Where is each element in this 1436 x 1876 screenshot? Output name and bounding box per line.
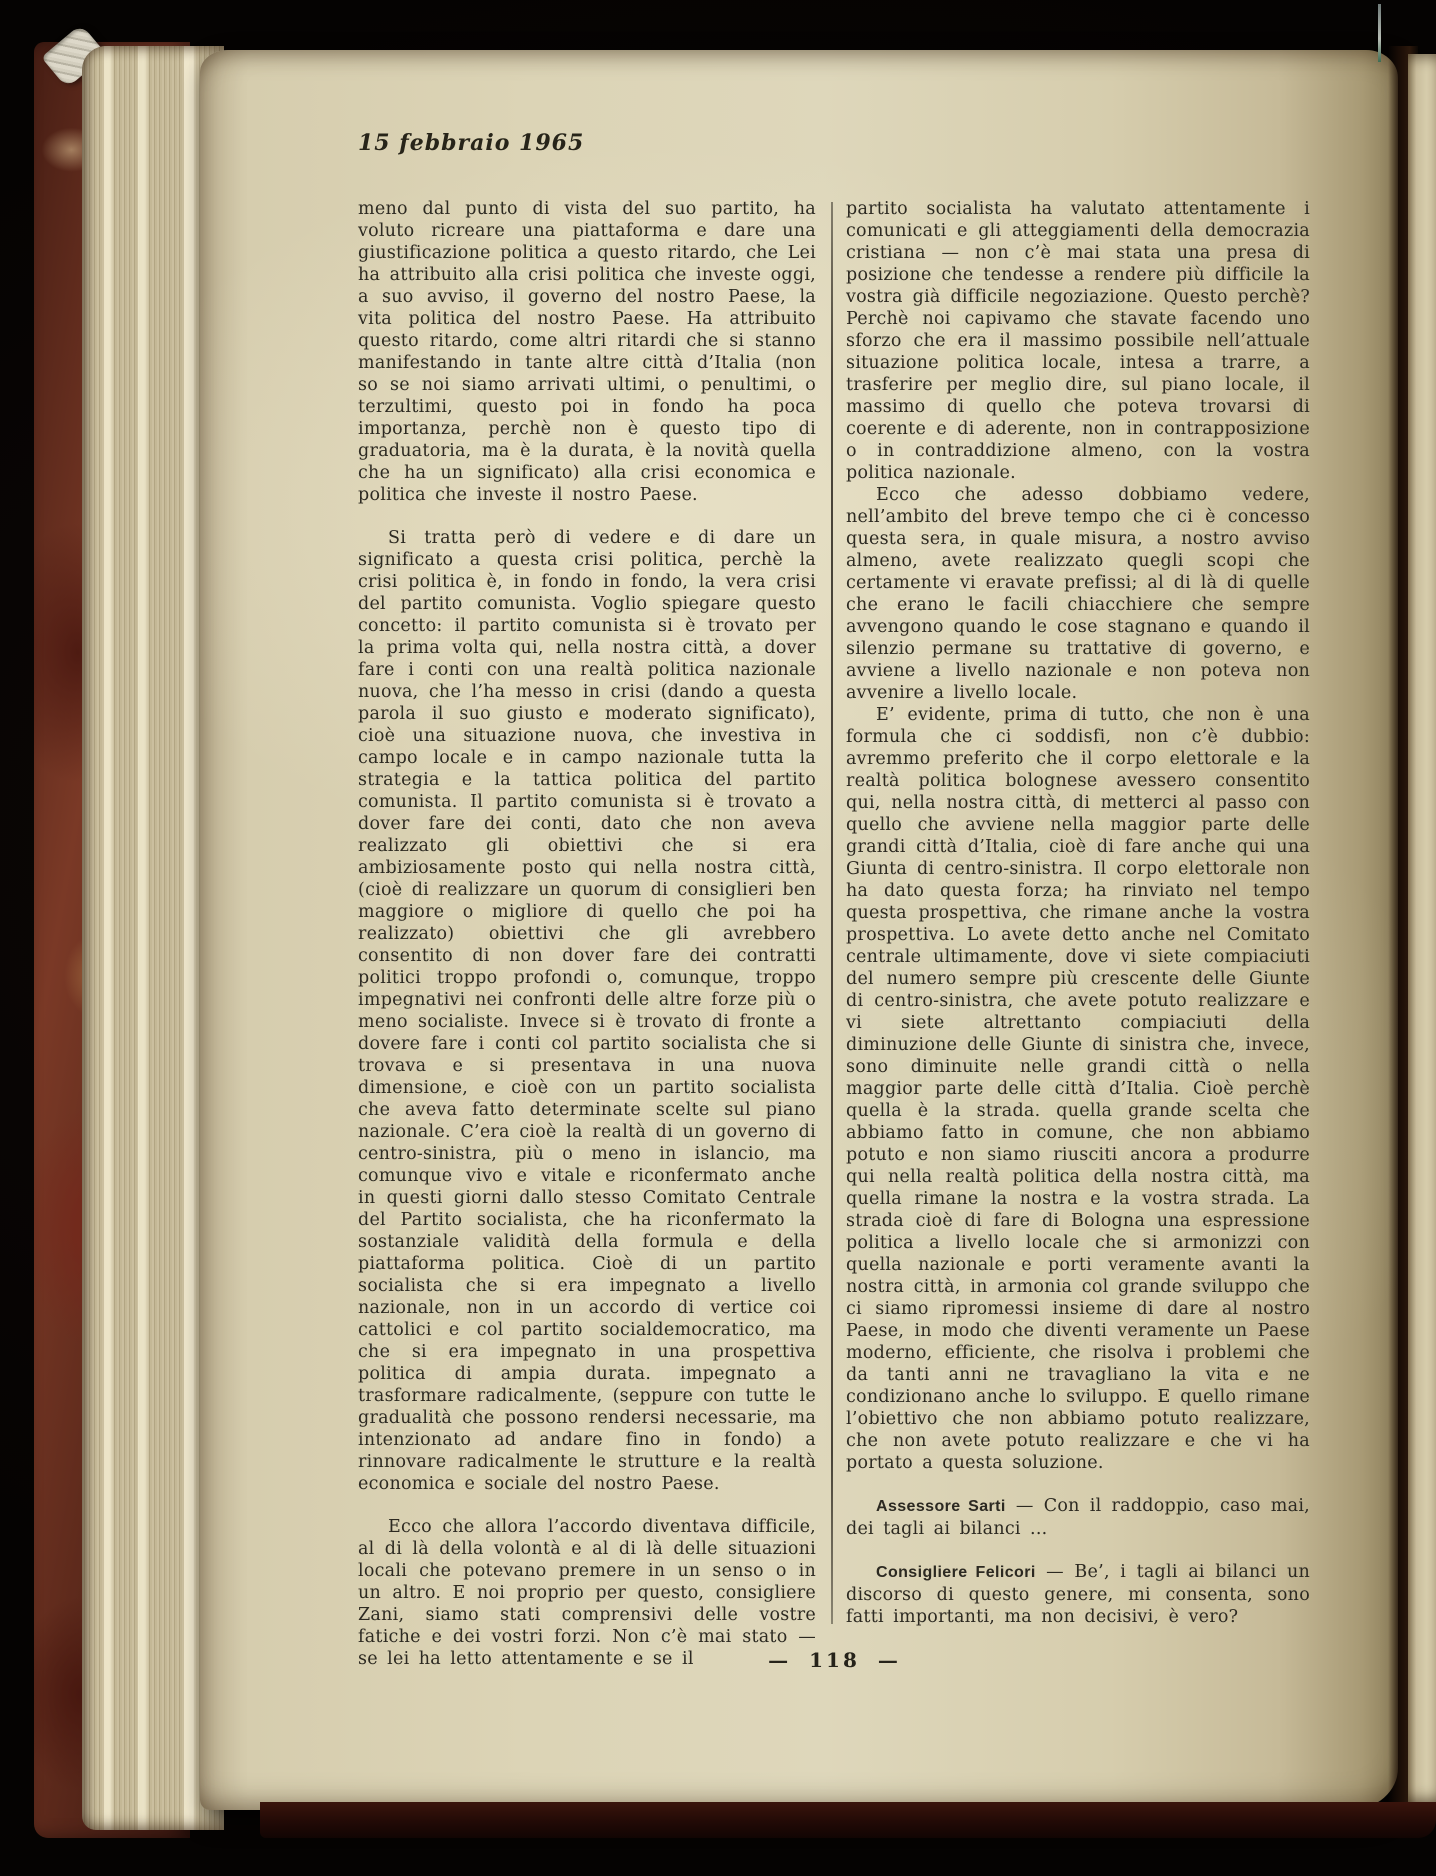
cover-bottom-edge [260, 1802, 1436, 1838]
speaker-name: Assessore Sarti [876, 1498, 1006, 1515]
facing-page-edge [1408, 54, 1436, 1802]
column-left [358, 198, 816, 1670]
column-right [846, 198, 1310, 1628]
paragraph: Ecco che adesso dobbiamo vedere, nell’ambito del breve tempo che ci è concesso questa sera, in quale misura, a nostro avviso almeno, avete realizzato quegli scopi che certamente vi eravate prefissi; al di là di quelle che erano le facili chiacchiere che sempre avvengono quando le cose stagnano e quando il silenzio permane su trattative di governo, e avviene a livello nazionale e non poteva non avvenire a livello locale. [846, 485, 1310, 703]
column-divider [831, 202, 833, 1624]
paragraph: partito socialista ha valutato attentamente i comunicati e gli atteggiamenti della democrazia cristiana — non c’è mai stata una presa di posizione che tendesse a rendere più difficile la vostra già difficile negoziazione. Questo perchè? Perchè noi capivamo che stavate facendo uno sforzo che era il massimo possibile nell’attuale situazione politica locale, intesa a trarre, a trasferire per meglio dire, sul piano locale, il massimo di quello che poteva trovarsi di coerente e di aderente, non in contrapposizione o in contraddizione almeno, con la vostra politica nazionale. [846, 199, 1310, 483]
page-header-date: 15 febbraio 1965 [358, 130, 585, 156]
speech-paragraph: Consigliere Felicori — Be’, i tagli ai bilanci un discorso di questo genere, mi consenta, sono fatti importanti, ma non decisivi, è vero? [846, 1562, 1311, 1627]
paragraph: Si tratta però di vedere e di dare un significato a questa crisi politica, perchè la crisi politica è, in fondo in fondo, la vera crisi del partito comunista. Voglio spiegare questo concetto: il partito comunista si è trovato per la prima volta qui, nella nostra città, a dover fare i conti con una realtà politica nazionale nuova, che l’ha messo in crisi (dando a questa parola il suo giusto e moderato significato), cioè una situazione nuova, che investiva in campo locale e in campo nazionale tutta la strategia e la tattica politica del partito comunista. Il partito comunista si è trovato a dover fare dei conti, dato che non aveva realizzato gli obiettivi che si era ambiziosamente posto qui nella nostra città, (cioè di realizzare un quorum di consiglieri ben maggiore o migliore di quello che poi ha realizzato) obiettivi che gli avrebbero consentito di non dover fare dei contratti politici troppo profondi o, comunque, troppo impegnativi nei confronti delle altre forze più o meno socialiste. Invece si è trovato di fronte a dovere fare i conti col partito socialista che si trovava e si presentava in una nuova dimensione, e cioè con un partito socialista che aveva fatto determinate scelte sul piano nazionale. C’era cioè la realtà di un governo di centro-sinistra, più o meno in islancio, ma comunque vivo e vitale e riconfermato anche in questi giorni dallo stesso Comitato Centrale del Partito socialista, che ha riconfermato la sostanziale validità della formula e della piattaforma politica. Cioè di un partito socialista che si era impegnato a livello nazionale, non in un accordo di vertice coi cattolici e col partito socialdemocratico, ma che si era impegnato in una prospettiva politica di ampia durata. impegnato a trasformare radicalmente, (seppure con tutte le gradualità che possono rendersi necessarie, ma intenzionato ad andare fino in fondo) a rinnovare radicalmente le strutture e la realtà economica e sociale del nostro Paese. [358, 528, 816, 1494]
paragraph: Ecco che allora l’accordo diventava difficile, al di là della volontà e al di là delle situazioni locali che potevano premere in un senso o in un altro. E noi proprio per questo, consigliere Zani, siamo stati comprensivi delle vostre fatiche e dei vostri forzi. Non c’è mai stato — se lei ha letto attentamente e se il [358, 1517, 816, 1669]
speaker-name: Consigliere Felicori [876, 1564, 1036, 1581]
page-number: — 118 — [768, 1648, 901, 1672]
paragraph: E’ evidente, prima di tutto, che non è una formula che ci soddisfi, non c’è dubbio: avremmo preferito che il corpo elettorale e la realtà politica bolognese avessero consentito qui, nella nostra città, di metterci al passo con quello che avviene nella maggior parte delle grandi città d’Italia, cioè di fare anche qui una Giunta di centro-sinistra. Il corpo elettorale non ha dato questa forza; ha rinviato nel tempo questa prospettiva, che rimane anche la vostra prospettiva. Lo avete detto anche nel Comitato centrale ultimamente, dove vi siete compiaciuti del numero sempre più crescente delle Giunte di centro-sinistra, che avete potuto realizzare e vi siete altrettanto compiaciuti della diminuzione delle Giunte di sinistra che, invece, sono diminuite nelle grandi città o nella maggior parte delle città d’Italia. Cioè perchè quella è la strada. quella grande scelta che abbiamo fatto in comune, che non abbiamo potuto e non siamo riusciti ancora a produrre qui nella realtà politica della nostra città, ma quella rimane la nostra e la vostra strada. La strada cioè di fare di Bologna una espressione politica a livello locale che si armonizzi con quella nazionale e porti veramente avanti la nostra città, in armonia col grande sviluppo che ci siamo ripromessi insieme di dare al nostro Paese, in modo che diventi veramente un Paese moderno, efficiente, che risolva i problemi che da tanti anni ne travagliano la vita e ne condizionano anche lo sviluppo. E quello rimane l’obiettivo che non abbiamo potuto realizzare, che non avete potuto realizzare e che vi ha portato a questa soluzione. [846, 705, 1310, 1473]
speech-paragraph: Assessore Sarti — Con il raddoppio, caso mai, dei tagli ai bilanci ... [846, 1496, 1310, 1539]
bookmark-string [1378, 4, 1381, 62]
paragraph: meno dal punto di vista del suo partito, ha voluto ricreare una piattaforma e dare una giustificazione politica a questo ritardo, che Lei ha attribuito alla crisi politica che investe oggi, a suo avviso, il governo del nostro Paese, la vita politica del nostro Paese. Ha attribuito questo ritardo, come altri ritardi che si stanno manifestando in tante altre città d’Italia (non so se noi siamo arrivati ultimi, o penultimi, o terzultimi, questo poi in fondo ha poca importanza, perchè non è questo tipo di graduatoria, ma è la durata, è la novità quella che ha un significato) alla crisi economica e politica che investe il nostro Paese. [358, 199, 816, 505]
